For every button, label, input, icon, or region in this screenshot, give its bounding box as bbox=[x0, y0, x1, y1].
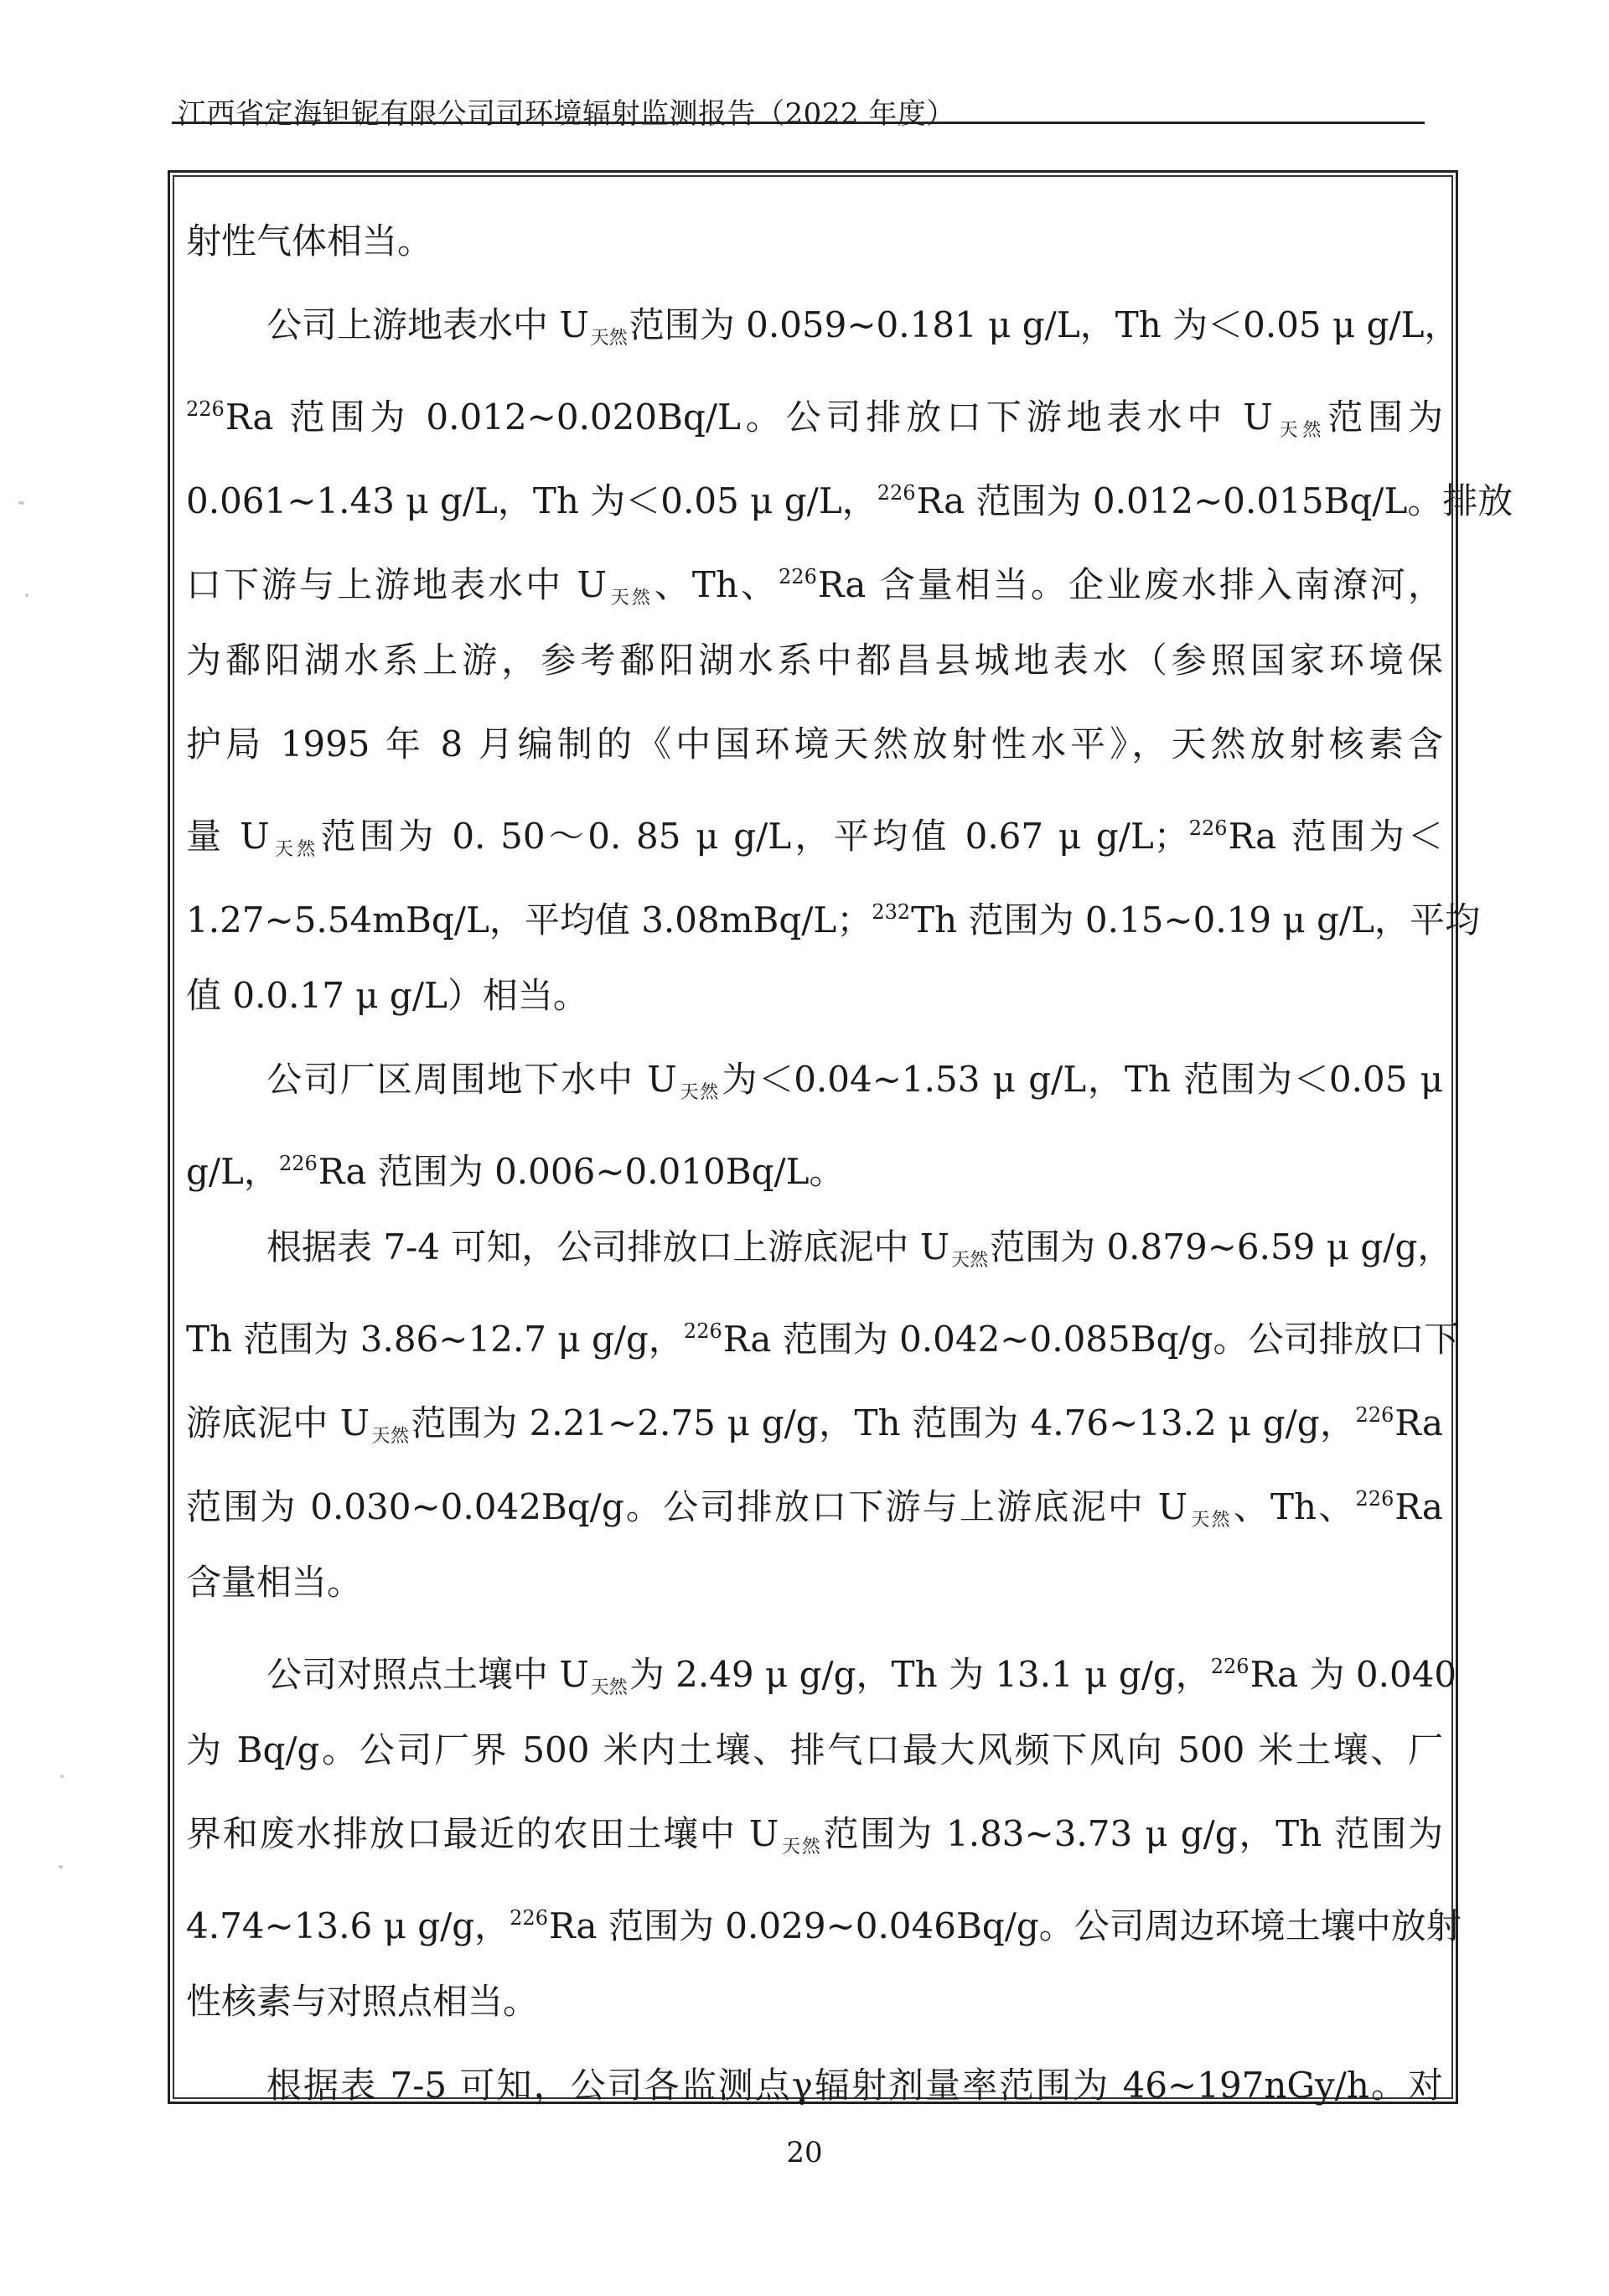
text-run: 4.74~13.6 μ g/g， bbox=[186, 1905, 510, 1946]
text-run: 口下游与上游地表水中 U bbox=[186, 564, 607, 605]
text-run: 、Th、 bbox=[1233, 1486, 1356, 1527]
text-run: Ra 范围为 0.042~0.085Bq/g。公司排放口下 bbox=[722, 1319, 1460, 1360]
text-run: Th 范围为 3.86~12.7 μ g/g， bbox=[186, 1319, 684, 1360]
text-line-1 bbox=[186, 200, 1443, 283]
isotope-mass-number: 226 bbox=[683, 1319, 722, 1343]
text-run: Ra bbox=[1394, 1402, 1443, 1443]
scan-speck bbox=[25, 593, 28, 597]
text-run: Ra 范围为＜ bbox=[1228, 816, 1443, 857]
isotope-mass-number: 226 bbox=[510, 1906, 548, 1930]
text-run: 范围为 2.21~2.75 μ g/g，Th 范围为 4.76~13.2 μ g/g， bbox=[411, 1402, 1356, 1443]
text-line-23 bbox=[186, 2044, 1443, 2128]
text-run: 、Th、 bbox=[654, 564, 779, 605]
text-run: Th 范围为 0.15~0.19 μ g/L，平均 bbox=[911, 899, 1481, 941]
text-run: 游底泥中 U bbox=[186, 1402, 370, 1443]
text-line-21 bbox=[186, 1876, 1462, 1960]
text-line-20 bbox=[186, 1792, 1443, 1876]
text-run: Ra 范围为 0.006~0.010Bq/L。 bbox=[318, 1151, 845, 1192]
scan-speck bbox=[59, 1865, 63, 1868]
text-line-15 bbox=[186, 1373, 1443, 1457]
subscript-label: 天然 bbox=[951, 1250, 989, 1271]
text-run: 1.27~5.54mBq/L，平均值 3.08mBq/L； bbox=[186, 899, 872, 941]
subscript-label: 天然 bbox=[271, 839, 319, 860]
text-run: 根据表 7-5 可知，公司各监测点γ辐射剂量率范围为 46~197nGy/h。对 bbox=[266, 2065, 1443, 2106]
subscript-label: 天然 bbox=[780, 1837, 822, 1858]
text-line-22 bbox=[186, 1960, 1443, 2044]
text-run: Ra 范围为 0.012~0.015Bq/L。排放 bbox=[916, 480, 1513, 521]
scan-speck bbox=[18, 501, 24, 505]
subscript-label: 天然 bbox=[608, 588, 653, 609]
text-run: 范围为 0.030~0.042Bq/g。公司排放口下游与上游底泥中 U bbox=[186, 1486, 1188, 1527]
text-run: 射性气体相当。 bbox=[186, 220, 433, 262]
text-run: Ra 含量相当。企业废水排入南潦河， bbox=[817, 564, 1443, 605]
text-run: 量 U bbox=[186, 816, 270, 857]
text-line-10 bbox=[186, 954, 1443, 1038]
report-header-title: 江西省定海钽铌有限公司司环境辐射监测报告（2022 年度） bbox=[178, 97, 955, 131]
text-run: 范围为 bbox=[1327, 396, 1443, 438]
text-run: 为＜0.04~1.53 μ g/L，Th 范围为＜0.05 μ bbox=[722, 1059, 1443, 1100]
text-line-12 bbox=[186, 1122, 1443, 1205]
scan-speck bbox=[60, 1775, 64, 1778]
isotope-mass-number: 226 bbox=[1355, 1487, 1394, 1511]
text-line-8 bbox=[186, 786, 1443, 870]
header-rule bbox=[172, 122, 1425, 124]
text-run: 护局 1995 年 8 月编制的《中国环境天然放射性水平》，天然放射核素含 bbox=[186, 723, 1443, 764]
text-run: 0.061~1.43 μ g/L，Th 为＜0.05 μ g/L， bbox=[186, 480, 877, 521]
text-run: 公司对照点土壤中 U bbox=[266, 1654, 589, 1695]
text-line-2 bbox=[186, 283, 1460, 367]
text-run: 为 2.49 μ g/g，Th 为 13.1 μ g/g， bbox=[629, 1654, 1211, 1695]
subscript-label: 天然 bbox=[678, 1082, 721, 1103]
text-line-5 bbox=[186, 535, 1443, 619]
text-run: 范围为 0.879~6.59 μ g/g， bbox=[990, 1226, 1453, 1267]
isotope-mass-number: 226 bbox=[877, 481, 916, 505]
text-line-13 bbox=[186, 1205, 1453, 1289]
text-line-18 bbox=[186, 1625, 1457, 1708]
text-run: 范围为 0. 50～0. 85 μ g/L，平均值 0.67 μ g/L； bbox=[320, 816, 1189, 857]
text-run: 含量相当。 bbox=[186, 1562, 363, 1603]
text-run: 性核素与对照点相当。 bbox=[186, 1981, 539, 2022]
text-line-14 bbox=[186, 1289, 1460, 1373]
subscript-label: 天然 bbox=[371, 1426, 410, 1447]
page-number: 20 bbox=[786, 2136, 823, 2169]
isotope-mass-number: 226 bbox=[1355, 1403, 1394, 1427]
text-run: g/L， bbox=[186, 1151, 279, 1192]
text-line-9 bbox=[186, 870, 1481, 954]
isotope-mass-number: 232 bbox=[872, 900, 911, 924]
text-line-6 bbox=[186, 619, 1443, 702]
body-text bbox=[186, 200, 1513, 2128]
text-run: 范围为 1.83~3.73 μ g/g，Th 范围为 bbox=[823, 1813, 1443, 1854]
text-line-16 bbox=[186, 1457, 1443, 1541]
subscript-label: 天然 bbox=[1274, 420, 1327, 441]
isotope-mass-number: 226 bbox=[779, 565, 817, 588]
text-run: Ra 范围为 0.012~0.020Bq/L。公司排放口下游地表水中 U bbox=[225, 396, 1273, 438]
isotope-mass-number: 226 bbox=[1210, 1655, 1249, 1678]
text-line-19 bbox=[186, 1708, 1443, 1792]
text-run: 根据表 7-4 可知，公司排放口上游底泥中 U bbox=[266, 1226, 950, 1267]
isotope-mass-number: 226 bbox=[278, 1152, 318, 1175]
subscript-label: 天然 bbox=[1189, 1510, 1232, 1531]
isotope-mass-number: 226 bbox=[186, 397, 225, 421]
text-run: Ra 范围为 0.029~0.046Bq/g。公司周边环境土壤中放射 bbox=[548, 1905, 1462, 1946]
text-run: 公司厂区周围地下水中 U bbox=[266, 1059, 677, 1100]
isotope-mass-number: 226 bbox=[1188, 816, 1228, 840]
subscript-label: 天然 bbox=[590, 1677, 628, 1698]
text-line-7 bbox=[186, 702, 1443, 786]
text-run: 界和废水排放口最近的农田土壤中 U bbox=[186, 1813, 779, 1854]
text-line-4 bbox=[186, 451, 1513, 535]
text-run: 为鄱阳湖水系上游，参考鄱阳湖水系中都昌县城地表水（参照国家环境保 bbox=[186, 640, 1443, 681]
text-run: 为 Bq/g。公司厂界 500 米内土壤、排气口最大风频下风向 500 米土壤、厂 bbox=[186, 1729, 1443, 1770]
subscript-label: 天然 bbox=[590, 328, 628, 349]
text-run: 范围为 0.059~0.181 μ g/L，Th 为＜0.05 μ g/L， bbox=[629, 304, 1460, 345]
text-line-17 bbox=[186, 1541, 1443, 1625]
text-line-11 bbox=[186, 1038, 1443, 1122]
text-run: Ra bbox=[1394, 1486, 1443, 1527]
text-run: 公司上游地表水中 U bbox=[266, 304, 589, 345]
text-line-3 bbox=[186, 367, 1443, 451]
text-run: Ra 为 0.040 bbox=[1249, 1654, 1457, 1695]
text-run: 值 0.0.17 μ g/L）相当。 bbox=[186, 975, 588, 1016]
